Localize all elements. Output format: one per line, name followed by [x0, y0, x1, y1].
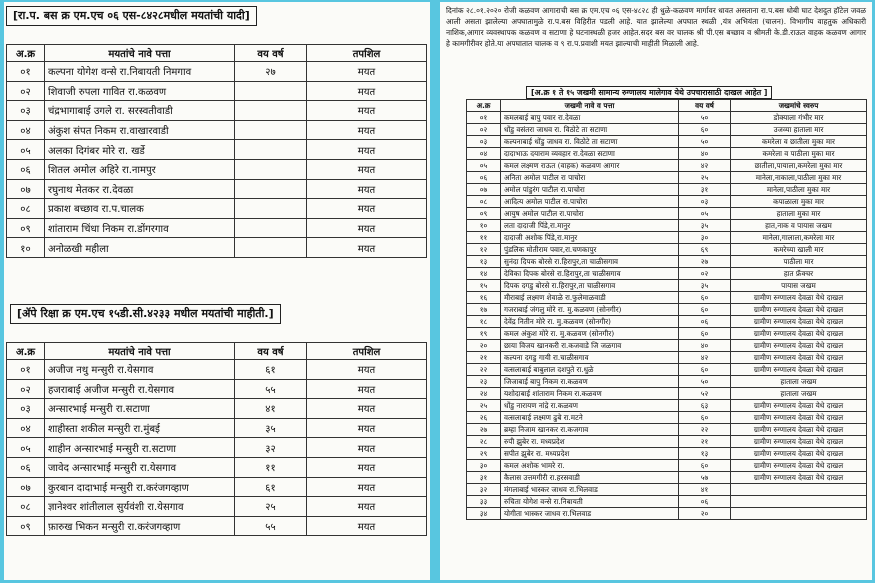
table-row — [7, 140, 427, 160]
table-cell: कल्पना योगेश वन्से रा.निबायती निमगाव — [45, 62, 235, 82]
table-cell: ३५ — [235, 418, 307, 438]
table-cell: रुपी झुबेर रा. मध्यप्रदेश — [501, 436, 679, 448]
table-cell: २७ — [467, 424, 501, 436]
table-cell: ग्रामीण रुग्णालय देवळा येथे दाखल — [731, 340, 867, 352]
table-cell: दिपक दगडु बोरसे रा.हिरापुर,ता चाळीसगाव — [501, 280, 679, 292]
table-cell: मयत — [307, 140, 427, 160]
table-cell: अलका दिगंबर मोरे रा. खर्डे — [45, 140, 235, 160]
table-cell: २७ — [679, 256, 731, 268]
table-cell: ग्रामीण रुग्णालय देवळा येथे दाखल — [731, 328, 867, 340]
table-cell: ग्रामीण रुग्णालय देवळा येथे दाखल — [731, 400, 867, 412]
table-row — [467, 268, 867, 280]
table-cell: ३० — [467, 460, 501, 472]
table-row — [467, 124, 867, 136]
column-header: तपशिल — [307, 343, 427, 360]
table-cell — [235, 81, 307, 101]
table-cell — [731, 484, 867, 496]
table-cell: पाठीला मार — [731, 256, 867, 268]
table-cell — [235, 159, 307, 179]
table-row — [467, 376, 867, 388]
table-row — [467, 160, 867, 172]
table-row — [467, 184, 867, 196]
table-cell: चंद्रभागाबाई उगले रा. सरस्वतीवाडी — [45, 101, 235, 121]
table-cell: अनिता अमोल पाटील रा पाचोरा — [501, 172, 679, 184]
table-cell: २६ — [467, 412, 501, 424]
table-cell: २८ — [467, 436, 501, 448]
table-cell: ३५ — [679, 280, 731, 292]
table-row — [467, 148, 867, 160]
table-cell: उजव्या हाताला मार — [731, 124, 867, 136]
column-header: वय वर्ष — [679, 100, 731, 112]
table-row — [467, 364, 867, 376]
table-header-row — [7, 343, 427, 360]
table-cell: मयत — [307, 516, 427, 536]
table-cell: ०६ — [679, 496, 731, 508]
column-header: अ.क्र — [7, 45, 45, 62]
table-cell: ज्ञानेश्वर शांतीलाल सुर्यवंशी रा.येसगाव — [45, 497, 235, 517]
table-cell: १३ — [679, 448, 731, 460]
table-row — [467, 316, 867, 328]
table-row — [467, 508, 867, 520]
column-header: वय वर्ष — [235, 343, 307, 360]
table-cell: २० — [679, 508, 731, 520]
table-cell: मयत — [307, 379, 427, 399]
table-cell: कमरेला व छातीला मुका मार — [731, 136, 867, 148]
table-cell: डोक्याला गंभीर मार — [731, 112, 867, 124]
table-row — [467, 196, 867, 208]
table-cell: देविका दिपक बोरसे रा.हिरापुर,ता चाळीसगाव — [501, 268, 679, 280]
table-row — [467, 232, 867, 244]
table-cell: मयत — [307, 438, 427, 458]
table-cell: ०६ — [467, 172, 501, 184]
table-cell: ३३ — [467, 496, 501, 508]
table-cell: २५ — [679, 172, 731, 184]
table-cell: ०२ — [467, 124, 501, 136]
table-cell: छाया विजय खानकरी रा.कजवाडे जि जळगाव — [501, 340, 679, 352]
table-cell: मयत — [307, 81, 427, 101]
table-cell: ५० — [679, 112, 731, 124]
table-row — [467, 484, 867, 496]
table-cell: जावेद अन्सारभाई मन्सुरी रा.येसगाव — [45, 457, 235, 477]
table-row — [467, 448, 867, 460]
table-cell: मानेला,पाठीला मुका मार — [731, 184, 867, 196]
table-cell: ३१ — [467, 472, 501, 484]
table-cell: २२ — [467, 364, 501, 376]
table-cell: धोंडु नारायण नांद्रे रा.कळवण — [501, 400, 679, 412]
table-cell: २५ — [235, 497, 307, 517]
table-cell — [235, 179, 307, 199]
table-cell: २३ — [467, 376, 501, 388]
injured-table — [466, 99, 867, 520]
table-cell: कमरेला व पाठीला मुका मार — [731, 148, 867, 160]
table-cell: १७ — [467, 304, 501, 316]
table-cell: ६० — [679, 412, 731, 424]
table-cell: जिजाबाई बापु निकम रा.कळवण — [501, 376, 679, 388]
table-cell: देवेंद्र नितीन मोरे रा. मु.कळवण (सोनगीर) — [501, 316, 679, 328]
table-cell: ग्रामीण रुग्णालय देवळा येथे दाखल — [731, 292, 867, 304]
table-cell: ०२ — [7, 379, 45, 399]
table-cell — [235, 140, 307, 160]
table-cell: ग्रामीण रुग्णालय देवळा येथे दाखल — [731, 364, 867, 376]
table-cell: मीराबाई लक्ष्मण शेवाळे रा.फुलेमाळवाडी — [501, 292, 679, 304]
table-row — [467, 424, 867, 436]
table-cell: ग्रामीण रुग्णालय देवळा येथे दाखल — [731, 424, 867, 436]
table-cell: कपाळाला मुका मार — [731, 196, 867, 208]
table-cell: फ़ारुख भिकन मन्सुरी रा.करंजगव्हाण — [45, 516, 235, 536]
table-cell: ०१ — [7, 360, 45, 380]
table-row — [467, 436, 867, 448]
table-row — [467, 220, 867, 232]
table-cell: ग्रामीण रुग्णालय देवळा येथे दाखल — [731, 316, 867, 328]
table-cell: शाहीस्ता शकील मन्सुरी रा.मुंबई — [45, 418, 235, 438]
table-cell: ग्रामीण रुग्णालय देवळा येथे दाखल — [731, 472, 867, 484]
table-cell: ४० — [679, 148, 731, 160]
table-cell: ११ — [467, 232, 501, 244]
table-cell: कुरबान दादाभाई मन्सुरी रा.करंजगव्हाण — [45, 477, 235, 497]
table-cell: ६० — [679, 364, 731, 376]
table-row — [467, 352, 867, 364]
table-cell: अन्सारभाई मन्सुरी रा.सटाणा — [45, 399, 235, 419]
table-body — [467, 112, 867, 520]
table-cell: ६० — [679, 460, 731, 472]
table-cell: २९ — [467, 448, 501, 460]
table-cell: ३० — [679, 232, 731, 244]
table-cell: ०३ — [679, 196, 731, 208]
column-header: जखमी नावे व पत्ता — [501, 100, 679, 112]
table-row — [467, 328, 867, 340]
table-row — [7, 438, 427, 458]
table-row — [467, 412, 867, 424]
table-cell: १८ — [467, 316, 501, 328]
table-cell: ३२ — [235, 438, 307, 458]
table-cell: १० — [7, 238, 45, 258]
table-cell: कमल अंकुश मोरे रा. मु.कळवण (सोनगीर) — [501, 328, 679, 340]
table-body — [7, 360, 427, 536]
table-cell: ०१ — [7, 62, 45, 82]
table-cell: ०३ — [7, 399, 45, 419]
table-cell: शिवाजी रुपला गावित रा.कळवण — [45, 81, 235, 101]
table-cell: ४० — [679, 340, 731, 352]
table-cell: १२ — [467, 244, 501, 256]
table-row — [7, 120, 427, 140]
table-row — [7, 418, 427, 438]
table-cell: मानेला,गालाला,कमरेला मार — [731, 232, 867, 244]
table-row — [7, 101, 427, 121]
table-cell: दादाजी अशोक पिंडे,रा.मानुर — [501, 232, 679, 244]
table-row — [467, 172, 867, 184]
table-cell: ५० — [679, 136, 731, 148]
table-cell: सपीत झुबेर रा. मध्यप्रदेश — [501, 448, 679, 460]
table-cell: १६ — [467, 292, 501, 304]
table-cell: २१ — [467, 352, 501, 364]
table-cell: १५ — [467, 280, 501, 292]
table-cell: ०५ — [467, 160, 501, 172]
table-cell: रुचिता योगेश वन्से रा.निबायती — [501, 496, 679, 508]
table-row — [467, 136, 867, 148]
table-row — [7, 179, 427, 199]
table-row — [7, 516, 427, 536]
table-cell: ३४ — [467, 508, 501, 520]
table-cell: ०३ — [7, 101, 45, 121]
table-cell: ०९ — [7, 516, 45, 536]
table-cell: हात,नाक व पायास जखम — [731, 220, 867, 232]
table-cell: अजीज नथु मन्सुरी रा.येसगाव — [45, 360, 235, 380]
table-cell: ग्रामीण रुग्णालय देवळा येथे दाखल — [731, 436, 867, 448]
table-cell: मयत — [307, 477, 427, 497]
table-cell: २७ — [235, 62, 307, 82]
table-cell: ३५ — [679, 220, 731, 232]
table-cell: ०२ — [7, 81, 45, 101]
table-cell: पुंडलिक मोतीराम पवार,रा.चणकापुर — [501, 244, 679, 256]
table-body — [7, 62, 427, 258]
column-header: अ.क्र — [467, 100, 501, 112]
table-cell: ०८ — [7, 199, 45, 219]
table-cell: हजराबाई अजीज मन्सुरी रा.येसगाव — [45, 379, 235, 399]
column-header: जखमांचे स्वरुप — [731, 100, 867, 112]
table-cell: ०५ — [7, 438, 45, 458]
table-cell: ०६ — [7, 159, 45, 179]
table-cell: ५५ — [235, 516, 307, 536]
table-cell: ग्रामीण रुग्णालय देवळा येथे दाखल — [731, 352, 867, 364]
table-cell: कैलास उत्तमगीरी रा.हरसवाडी — [501, 472, 679, 484]
table-cell: ३१ — [679, 184, 731, 196]
table-cell: ५० — [679, 376, 731, 388]
table-cell: शितल अमोल अहिरे रा.नामपुर — [45, 159, 235, 179]
table-cell: रघुनाथ मेतकर रा.देवळा — [45, 179, 235, 199]
table-cell — [731, 508, 867, 520]
table-cell: २४ — [467, 388, 501, 400]
table-cell: ०७ — [7, 179, 45, 199]
table-cell: ५२ — [679, 388, 731, 400]
table-cell: ११ — [235, 457, 307, 477]
table-cell: मयत — [307, 159, 427, 179]
table-cell: कल्पनाबाई धोंडु जाधव रा. विठोटे ता सटाणा — [501, 136, 679, 148]
table-cell: मंगलाबाई भास्कर जाधव रा.भिलवाड — [501, 484, 679, 496]
rickshaw-deceased-table — [6, 342, 427, 536]
table-cell: ६० — [679, 328, 731, 340]
table-cell: ४२ — [679, 352, 731, 364]
table-cell: मयत — [307, 218, 427, 238]
table-cell: ४२ — [679, 160, 731, 172]
table-cell: ०८ — [467, 196, 501, 208]
table-cell: ४१ — [235, 399, 307, 419]
table-cell: ०१ — [467, 112, 501, 124]
table-row — [467, 292, 867, 304]
table-cell: शांताराम चिंधा निकम रा.डोंगरगाव — [45, 218, 235, 238]
table-cell: अमोल पांडुरंग पाटील रा.पाचोरा — [501, 184, 679, 196]
column-header: वय वर्ष — [235, 45, 307, 62]
table-cell: ग्रामीण रुग्णालय देवळा येथे दाखल — [731, 460, 867, 472]
table-cell: ब्रम्हा निजाम खानकर रा.कजगाव — [501, 424, 679, 436]
table-cell: मयत — [307, 120, 427, 140]
table-row — [467, 472, 867, 484]
table-cell: ०९ — [7, 218, 45, 238]
table-cell: ६० — [679, 304, 731, 316]
table-cell: ५५ — [235, 379, 307, 399]
table-row — [467, 304, 867, 316]
table-cell: ४१ — [679, 484, 731, 496]
table-cell: हाताला मुका मार — [731, 208, 867, 220]
table-cell: ३२ — [467, 484, 501, 496]
table-cell: मयत — [307, 457, 427, 477]
table-row — [467, 256, 867, 268]
table-cell — [235, 199, 307, 219]
table-cell: धोंडु वसंतरा जाधव रा. विठोटे ता सटाणा — [501, 124, 679, 136]
table-cell: मानेला,नाकाला,पाठीला मुका मार — [731, 172, 867, 184]
table-cell: ०६ — [679, 316, 731, 328]
table-cell: १३ — [467, 256, 501, 268]
table-cell: मयत — [307, 360, 427, 380]
table-row — [7, 199, 427, 219]
bus-deceased-heading: [रा.प. बस क्र एम.एच ०६ एस-८४२८मधील मयतांची यादी] — [6, 6, 257, 26]
table-cell: १९ — [467, 328, 501, 340]
accident-paragraph: दिनांक २८.०१.२०२० रोजी कळवण आगाराची बस क्र एम.एच ०६ एस-४८२८ ही धुळे-कळवण मार्गावर धावत असताना रा.प.बस धोबी घाट देशदुत हॉटेल जवळ आली असता झालेल्या अपघातामुळे रा.प.बस विहिरीत पडली आहे. यात झालेल्या अपघात स्थळी ,यंत्र अभियंता (चालन). विभागीय वाहतुक अधिकारी नाशिक,आगार व्यवस्थापक कळवण व सटाणा हे घटनास्थळी हजर आहेत.सदर बस वर चालक श्री पी.एस बच्छाव व श्रीमती के.डी.राऊत वाहक कळवण आगार हे कामगीरीवर होते.या अपघातात चालक व ९ रा.प.प्रवाशी मयत झाल्याची माहीती मिळाली आहे. — [446, 6, 866, 48]
table-row — [7, 62, 427, 82]
table-cell: ग्रामीण रुग्णालय देवळा येथे दाखल — [731, 412, 867, 424]
table-cell: लता दादाजी पिंडे,रा.मानुर — [501, 220, 679, 232]
table-row — [467, 112, 867, 124]
column-header: तपशिल — [307, 45, 427, 62]
table-header-row — [467, 100, 867, 112]
table-cell: २२ — [679, 424, 731, 436]
table-cell: हात फ्रॅक्चर — [731, 268, 867, 280]
table-cell: मयत — [307, 179, 427, 199]
table-cell — [731, 496, 867, 508]
table-cell: कमलबाई बापु पवार रा.देवळा — [501, 112, 679, 124]
table-cell: ५७ — [679, 472, 731, 484]
right-document-page — [440, 2, 872, 580]
table-cell: मयत — [307, 399, 427, 419]
table-cell: वत्सलाबाई बाबुलाल दशपुते रा.धुळे — [501, 364, 679, 376]
table-cell: पायास जखम — [731, 280, 867, 292]
table-cell: ६३ — [679, 400, 731, 412]
table-cell: ०४ — [7, 120, 45, 140]
table-cell: २५ — [467, 400, 501, 412]
table-row — [467, 460, 867, 472]
table-cell: मयत — [307, 199, 427, 219]
table-cell: ०९ — [467, 208, 501, 220]
table-cell — [235, 101, 307, 121]
table-cell: २० — [467, 340, 501, 352]
table-header-row — [7, 45, 427, 62]
table-row — [467, 388, 867, 400]
table-row — [467, 340, 867, 352]
table-cell: ६० — [679, 292, 731, 304]
table-row — [7, 159, 427, 179]
table-cell: मयत — [307, 238, 427, 258]
table-cell: ०५ — [679, 208, 731, 220]
left-document-page — [4, 2, 430, 580]
table-cell: कमल अशोक भामरे रा. — [501, 460, 679, 472]
table-cell — [235, 238, 307, 258]
table-cell: मयत — [307, 418, 427, 438]
table-cell: ०७ — [7, 477, 45, 497]
table-cell: ०७ — [467, 184, 501, 196]
table-cell: ०४ — [467, 148, 501, 160]
table-row — [467, 280, 867, 292]
table-cell: आयुष अमोल पाटील रा.पाचोरा — [501, 208, 679, 220]
table-cell: सुनंदा दिपक बोरसे रा.हिरापुर,ता चाळीसगाव — [501, 256, 679, 268]
table-cell — [235, 218, 307, 238]
column-header: मयतांचे नावे पत्ता — [45, 45, 235, 62]
table-row — [467, 496, 867, 508]
table-cell: १० — [467, 220, 501, 232]
table-cell: ०६ — [7, 457, 45, 477]
table-cell: यशोदाबाई शांताराम निकम रा.कळवण — [501, 388, 679, 400]
table-row — [7, 399, 427, 419]
table-cell: छातीला,पायाला,कमरेला मुका मार — [731, 160, 867, 172]
table-cell: १४ — [467, 268, 501, 280]
table-cell: ०४ — [7, 418, 45, 438]
table-cell: ग्रामीण रुग्णालय देवळा येथे दाखल — [731, 448, 867, 460]
table-cell: मयत — [307, 62, 427, 82]
table-cell: हाताला जखम — [731, 376, 867, 388]
table-cell: वत्सलाबाई लक्ष्मण ढुबे रा.मटने — [501, 412, 679, 424]
table-row — [7, 497, 427, 517]
table-cell — [235, 120, 307, 140]
table-row — [7, 218, 427, 238]
column-header: मयतांचे नावे पत्ता — [45, 343, 235, 360]
table-cell: कल्पना दगडु गायी रा.चाळीसगाव — [501, 352, 679, 364]
table-cell: मयत — [307, 101, 427, 121]
table-cell: योगीता भास्कर जाधव रा.भिलवाड — [501, 508, 679, 520]
table-row — [7, 238, 427, 258]
table-row — [467, 208, 867, 220]
table-row — [7, 81, 427, 101]
table-row — [7, 360, 427, 380]
table-row — [7, 477, 427, 497]
table-cell: ०५ — [7, 140, 45, 160]
table-row — [7, 457, 427, 477]
table-row — [467, 244, 867, 256]
table-cell: ०८ — [7, 497, 45, 517]
table-cell: अनोळखी महीला — [45, 238, 235, 258]
table-cell: आदित्य अमोल पाटील रा.पाचोरा — [501, 196, 679, 208]
table-cell: ०२ — [679, 268, 731, 280]
table-cell: कमरेच्या खाली मार — [731, 244, 867, 256]
table-cell: हाताला जखम — [731, 388, 867, 400]
rickshaw-deceased-heading: [ॲपे रिक्षा क्र एम.एच १५डी.सी.४२३३ मधील मयतांची माहीती.] — [10, 304, 281, 324]
table-row — [467, 400, 867, 412]
table-cell: ६१ — [235, 477, 307, 497]
table-cell: ग्रामीण रुग्णालय देवळा येथे दाखल — [731, 304, 867, 316]
injured-heading: [अ.क्र १ ते १५ जखमी सामान्य रुग्णालय मालेगाव येथे उपचारासाठी दाखल आहेत ] — [526, 86, 772, 99]
table-cell: मयत — [307, 497, 427, 517]
table-cell: ०३ — [467, 136, 501, 148]
column-header: अ.क्र — [7, 343, 45, 360]
table-cell: कमल लक्ष्मण राऊत (वाहक) कळवण आगार — [501, 160, 679, 172]
table-cell: २१ — [679, 436, 731, 448]
table-cell: ६१ — [235, 360, 307, 380]
table-cell: प्रकाश बच्छाव रा.प.चालक — [45, 199, 235, 219]
table-cell: गजराबाई जंगलु मोरे रा. मु.कळवण (सोनगीर) — [501, 304, 679, 316]
table-cell: अंकुश संपत निकम रा.वाखारवाडी — [45, 120, 235, 140]
bus-deceased-table — [6, 44, 427, 258]
table-row — [7, 379, 427, 399]
table-cell: शाहीन अन्सारभाई मन्सुरी रा.सटाणा — [45, 438, 235, 458]
table-cell: ६९ — [679, 244, 731, 256]
table-cell: दादाभाऊ दयाराम व्यवहार रा.देवळा सटाणा — [501, 148, 679, 160]
table-cell: ६० — [679, 124, 731, 136]
